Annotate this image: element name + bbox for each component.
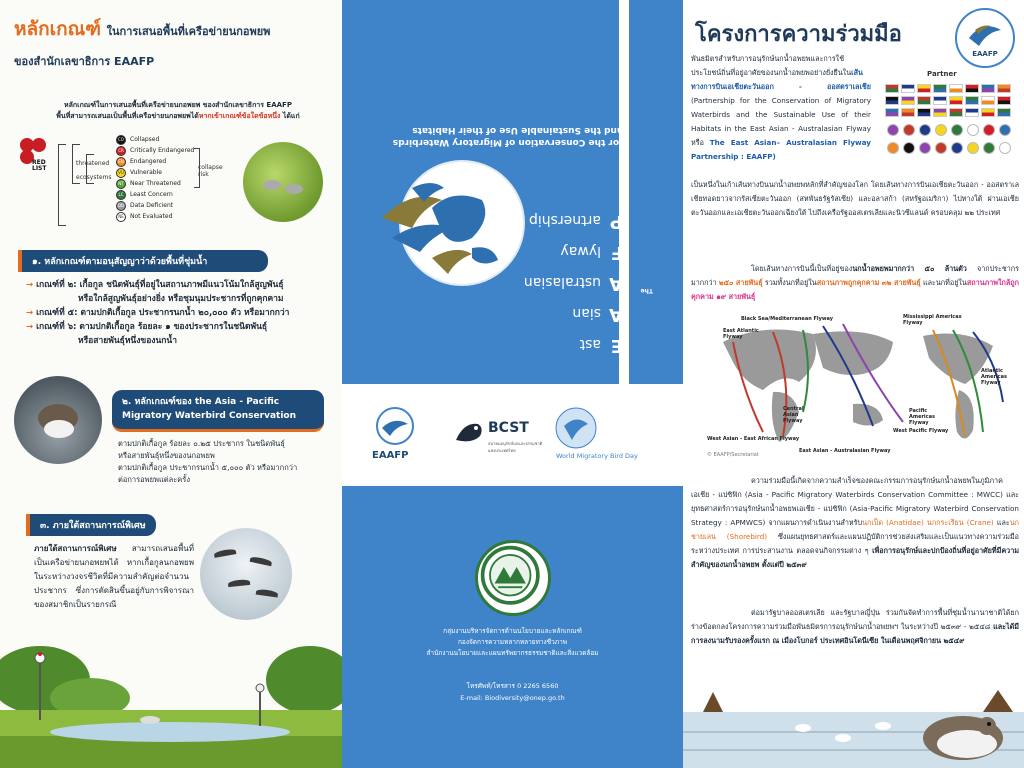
right-paragraph4 [691,606,1019,648]
left-title-line2: ของสำนักเลขาธิการ EAAFP [14,55,155,68]
p1-blue1: เส้นทางการบินเอเชียตะวันออก - ออสตราเลเชีย [691,68,871,91]
partner-flag-icon [949,108,963,117]
partner-logos [877,68,1019,178]
map-credit: © EAAFP/Secretariat [707,452,759,458]
section1-criteria [26,278,326,348]
contact-phone: โทรศัพท์/โทรสาร 0 2265 6560 [466,682,559,690]
partner-org-logo-icon [935,124,947,136]
p1-blue2: The East Asian– Australasian Flyway Partnership : EAAFP) [691,138,871,161]
contact-info [372,680,653,704]
partner-org-logo-icon [999,142,1011,154]
wmbd-globe-icon [554,406,598,450]
p2-part-e: รวมทั้งนกที่อยู่ใน [762,278,817,287]
flyway-word-cap: E [610,335,623,356]
section1-heading: ๑. หลักเกณฑ์ตามอนุสัญญาว่าด้วยพื้นที่ชุ่มน้ำ [18,250,268,272]
right-paragraph1 [691,52,871,164]
partner-flag-icon [917,108,931,117]
bcst-bird-icon [452,414,488,450]
redlist-category-row [116,167,162,178]
redlist-category-label: Not Evaluated [130,213,173,220]
bcst-text: BCST [488,420,529,436]
wetland-illustration [0,640,342,768]
flyway-word-rest: ustralasian [523,274,601,290]
flyway-word-rest: sian [572,305,601,321]
right-title: โครงการความร่วมมือ [695,22,902,47]
ecosystems-label: ecosystems [76,174,112,181]
redlist-category-label: Vulnerable [130,169,162,176]
redlist-category-row [116,134,159,145]
partner-flag-icon [997,84,1011,93]
department-text [372,626,653,659]
flyway-word-rest: artnership [528,212,601,228]
salt-pans-illustration [683,672,1024,768]
redlist-category-row [116,211,172,222]
redlist-category-label: Data Deficient [130,202,174,209]
partner-org-logo-icon [983,124,995,136]
partner-org-logo-icon [967,142,979,154]
redlist-diagram [18,134,243,234]
flyway-word-cap: A [609,304,623,325]
partner-flag-icon [933,108,947,117]
bcst-subtitle: สมาคมอนุรักษ์นกและธรรมชาติแห่งประเทศไทย [488,441,543,453]
cranes-photo [243,142,323,222]
redlist-category-code: NE [116,212,126,222]
flyway-word [524,236,623,267]
p3-orange2: นกชายเลน (Shorebird) [691,518,1019,541]
world-flyways-map [703,312,1015,460]
redlist-category-code: CO [116,135,126,145]
partner-flag-icon [901,108,915,117]
criterion-list-item: → เกณฑ์ที่ ๒: เกื้อกูล ชนิดพันธุ์ที่อยู่ในสถานภาพมีแนวโน้มใกล้สูญพันธุ์ หรือใกล้สูญพันธุ์อย่างยิ่ง หรือชุมนุมประชากรที่ถูกคุกคาม [26,278,326,306]
partner-flag-icon [933,84,947,93]
section2-item1-line2: หรือสายพันธุ์หนึ่งของนกอพยพ [118,451,215,460]
redlist-category-label: Near Threatened [130,180,181,187]
middle-back-panel [342,486,683,768]
partner-flag-icon [917,96,931,105]
eaafp-round-label: EAAFP [972,50,998,58]
criterion-5-line1: เกณฑ์ที่ ๕: ตามปกติเกื้อกูล ประชากรนกน้ำ ๒๐,๐๐๐ ตัว หรือมากกว่า [36,308,290,318]
eaafp-small-text: EAAFP [372,450,409,461]
left-intro [22,100,334,122]
intro-line2-c: ได้แก่ [282,112,300,120]
map-label-central-asian: Central Asian Flyway [783,406,804,424]
partner-org-logo-icon [951,142,963,154]
the-label: The [640,287,653,294]
right-paragraph3 [691,474,1019,572]
section3-text [34,542,194,612]
partner-flag-icon [997,96,1011,105]
redlist-category-code: NT [116,179,126,189]
map-label-east-atlantic: East Atlantic Flyway [723,328,759,340]
redlist-category-row [116,200,173,211]
p3-and: และ [993,518,1010,527]
intro-line1: หลักเกณฑ์ในการเสนอพื้นที่เครือข่ายนกอพยพ ของสำนักเลขาธิการ EAAFP [64,101,292,109]
partner-org-logo-icon [951,124,963,136]
partner-flag-icon [885,96,899,105]
redlist-logo [18,138,54,174]
partner-flag-icon [933,96,947,105]
redlist-category-row [116,189,173,200]
eaafp-small-logo [366,406,424,446]
partner-org-logo-icon [887,142,899,154]
p4-bold: และได้มีการลงนามรับรองครั้งแรก ณ เมืองโบกอร์ ประเทศอินโดนีเซีย ในเดือนพฤศจิกายน ๒๕๔๙ [691,622,1019,645]
flyway-partnership-title [524,205,623,360]
partner-org-logo-icon [967,124,979,136]
p2-part-g: และนกที่อยู่ใน [920,278,967,287]
p3-part-b: ซึ่งแผนยุทธศาสตร์และแผนปฏิบัติการช่วยส่งเสริมและเป็นแนวทางความร่วมมือระหว่างประเทศ การประสานงาน ตลอดจนกิจกรรมต่าง ๆ [691,532,1019,555]
right-panel [683,0,1024,768]
section2-heading-line1: ๒. หลักเกณฑ์ของ the Asia - Pacific [122,397,280,407]
partner-org-logo-icon [919,142,931,154]
criterion-6-line2: หรือสายพันธุ์หนึ่งของนกน้ำ [78,336,177,346]
map-label-west-asian: West Asian - East African Flyway [707,436,800,442]
cover-subtitle [323,124,623,148]
p3-part-a: ความร่วมมือนี้เกิดจากความสำเร็จของคณะกรรมการอนุรักษ์นกน้ำอพยพในภูมิภาคเอเชีย - แปซิฟิก (Asia - Pacific Migratory Waterbirds Conservation Committee : MWCC) และยุทธศาสตร์การอนุรักษ์นกน้ำอพยพเอเชีย - แปซิฟิก (Asia-Pacific Migratory Waterbird Conservation Strategy : APMWCS) จากแผนการดำเนินงานสำหรับ [691,476,1019,527]
department-line2: กองจัดการความหลากหลายทางชีวภาพ [457,638,568,646]
partner-flag-icon [965,96,979,105]
partner-org-logo-icon [983,142,995,154]
flyway-word [524,205,623,236]
gulls-photo [200,528,292,620]
criterion-list-item [118,438,333,462]
redlist-category-label: Critically Endangered [130,147,195,154]
p2-pink-h: สถานภาพใกล้ถูกคุกคาม ๑๙ สายพันธุ์ [691,278,1020,301]
map-label-pacific-americas: Pacific Americas Flyway [909,408,935,426]
map-label-mississippi: Mississippi Americas Flyway [903,314,962,326]
criterion-6-line1: เกณฑ์ที่ ๖: ตามปกติเกื้อกูล ร้อยละ ๑ ของประชากรในชนิดพันธุ์ [36,322,268,332]
partner-flag-icon [901,84,915,93]
intro-line2-red: หากเข้าเกณฑ์ข้อใดข้อหนึ่ง [198,112,281,120]
flyway-word-cap: F [610,242,623,263]
section2-criteria [118,438,333,486]
partner-flag-icon [981,96,995,105]
eaafp-round-logo [955,8,1015,68]
section3-heading: ๓. ภายใต้สถานการณ์พิเศษ [26,514,156,536]
department-line1: กลุ่มงานบริหารจัดการด้านนโยบายและหลักเกณฑ์ [443,627,582,635]
section3-bold: ภายใต้สถานการณ์พิเศษ [34,544,117,553]
partner-logos-strip [342,384,683,486]
redlist-category-label: Collapsed [130,136,160,143]
redlist-category-label: Endangered [130,158,167,165]
right-paragraph1-cont: เป็นหนึ่งในเก้าเส้นทางบินนกน้ำอพยพหลักที่สำคัญของโลก โดยเส้นทางการบินเอเชียตะวันออก - ออสตราเลเชียทอดยาวจากรัสเซียตะวันออก (สหพันธรัฐรัสเซีย) และอลาสก้า (สหรัฐอเมริกา) ไปทางใต้ ผ่านเอเชียตะวันออกและเอเชียตะวันออกเฉียงใต้ ไปถึงเครือรัฐออสเตรเลียและนิวซีแลนด์ ครอบคลุม ๒๒ ประเทศ [691,180,1019,217]
wmbd-text: World Migratory Bird Day [556,452,638,460]
partner-flag-icon [949,84,963,93]
partner-org-logo-icon [935,142,947,154]
partner-flag-icon [901,96,915,105]
p2-orange-d: ๒๕๐ สายพันธุ์ [718,278,763,287]
intro-line2 [22,111,334,122]
partner-label: Partner [927,70,957,78]
redlist-category-code: VU [116,168,126,178]
flyway-word-rest: lyway [560,243,601,259]
p2-orange-f: สถานภาพถูกคุกคาม ๓๒ สายพันธุ์ [816,278,921,287]
flyway-word-cap: P [609,211,623,232]
partner-flag-icon [981,108,995,117]
criterion-2-line1: เกณฑ์ที่ ๒: เกื้อกูล ชนิดพันธุ์ที่อยู่ในสถานภาพมีแนวโน้มใกล้สูญพันธุ์ [36,280,284,290]
partner-flag-icon [885,108,899,117]
map-label-west-pacific: West Pacific Flyway [893,428,949,434]
p2-part-a: โดยเส้นทางการบินนี้เป็นที่อยู่ของ [751,264,853,273]
partner-flag-icon [965,108,979,117]
p3-bold: เพื่อการอนุรักษ์และปกป้องถิ่นที่อยู่อาศัยที่มีความสำคัญของนกน้ำอพยพ ตั้งแต่ปี ๒๕๓๙ [691,546,1019,569]
p3-orange1: นกเป็ด (Anatidae) นกกระเรียน (Crane) [862,518,994,527]
onep-department-logo [475,540,551,616]
section2-heading [112,390,324,432]
redlist-category-row [116,156,166,167]
left-title [14,14,339,70]
criterion-list-item: → เกณฑ์ที่ ๕: ตามปกติเกื้อกูล ประชากรนกน้ำ ๒๐,๐๐๐ ตัว หรือมากกว่า [26,308,290,318]
partner-org-logo-icon [903,124,915,136]
threatened-label: threatened [76,160,110,167]
intro-line2-a: พื้นที่สามารถเสนอเป็นพื้นที่เครือข่ายนกอพยพได้ [56,112,199,120]
redlist-category-row [116,145,194,156]
partner-flag-icon [997,108,1011,117]
section2-item2-line2: ต่อการอพยพแต่ละครั้ง [118,475,190,484]
map-label-eaaf: East Asian - Australasian Flyway [799,448,891,454]
map-label-black-sea: Black Sea/Mediterranean Flyway [741,316,833,322]
contact-email[interactable]: E-mail: Biodiversity@onep.go.th [460,694,565,702]
section2-item1-line1: ตามปกติเกื้อกูล ร้อยละ ๐.๒๕ ประชากร ในชนิดพันธุ์ [118,439,285,448]
p1-part-a: พันธมิตรสำหรับการอนุรักษ์นกน้ำอพยพและการใช้ประโยชน์ถิ่นที่อยู่อาศัยของนกน้ำอพยพอย่างยั่งยืนใน [691,54,852,77]
department-line3: สำนักงานนโยบายและแผนทรัพยากรธรรมชาติและสิ่งแวดล้อม [426,649,599,657]
redlist-category-code: LC [116,190,126,200]
partner-flag-icon [917,84,931,93]
collapse-risk-label: collapse risk [198,164,223,178]
partner-org-logo-icon [903,142,915,154]
sandpiper-photo [14,376,102,464]
eaafp-globe-logo [372,148,532,298]
redlist-category-code: EN [116,157,126,167]
partner-flag-icon [885,84,899,93]
p4-part-a: ต่อมารัฐบาลออสเตรเลีย และรัฐบาลญี่ปุ่น ร่วมกันจัดทำการพื้นที่ชุ่มน้ำนานาชาติได้ยกร่างข้อตกลงโครงการความร่วมมือพันธมิตรการอนุรักษ์นกน้ำอพยพฯ ในระหว่างปี ๒๕๓๙ - ๒๕๔๘ [691,608,1019,631]
map-label-atlantic-americas: Atlantic Americas Flyway [981,368,1007,386]
flyway-word-cap: A [609,273,623,294]
p1-part-b: (Partnership for the Conservation of Migratory Waterbirds and the Sustainable Use of their Habitats in the East Asian - Australasian Flyway หรือ [691,96,871,147]
flyway-word [524,298,623,329]
section3-body: สามารถเสนอพื้นที่เป็นเครือข่ายนกอพยพได้ หากเกื้อกูลนกอพยพ ในระหว่างวงจรชีวิตที่มีความสำคัญต่อจำนวนประชากร ซึ่งการตัดสินขึ้นอยู่กับการพิจารณาของสมาชิกเป็นรายกรณี [34,544,194,609]
criterion-list-item: → เกณฑ์ที่ ๖: ตามปกติเกื้อกูล ร้อยละ ๑ ของประชากรในชนิดพันธุ์ หรือสายพันธุ์หนึ่งของนกน้ำ [26,320,326,348]
partner-flag-icon [965,84,979,93]
cover-subtitle-line1: for the Conservation of Migratory Waterbirds [392,137,623,147]
section2-heading-line2: Migratory Waterbird Conservation [122,411,296,421]
partner-org-logo-icon [887,124,899,136]
criterion-2-line2: หรือใกล้สูญพันธุ์อย่างยิ่ง หรือชุมนุมประชากรที่ถูกคุกคาม [78,294,284,304]
flyway-word [524,267,623,298]
cover-subtitle-line2: and the Sustainable Use of their Habitats [412,125,623,135]
redlist-category-row [116,178,181,189]
redlist-category-code: CR [116,146,126,156]
flyway-word [524,329,623,360]
redlist-category-code: DD [116,201,126,211]
p2-part-c: จากประชากรมากกว่า [691,264,1020,287]
left-panel [0,0,342,768]
redlist-category-label: Least Concern [130,191,173,198]
left-title-big: หลักเกณฑ์ [14,18,102,40]
criterion-list-item [118,462,333,486]
redlist-logo-text: RED LIST [32,159,47,172]
flyway-word-rest: ast [579,336,601,352]
section2-item2-line1: ตามปกติเกื้อกูล ประชากรนกน้ำ ๕,๐๐๐ ตัว หรือมากกว่า [118,463,298,472]
partner-org-logo-icon [999,124,1011,136]
p2-bold-b: นกน้ำอพยพมากกว่า ๕๐ ล้านตัว [852,264,967,273]
partner-org-logo-icon [919,124,931,136]
partner-flag-icon [981,84,995,93]
left-title-rest: ในการเสนอพื้นที่เครือข่ายนกอพยพ [106,25,271,38]
partner-flag-icon [949,96,963,105]
right-paragraph2 [691,262,1019,304]
